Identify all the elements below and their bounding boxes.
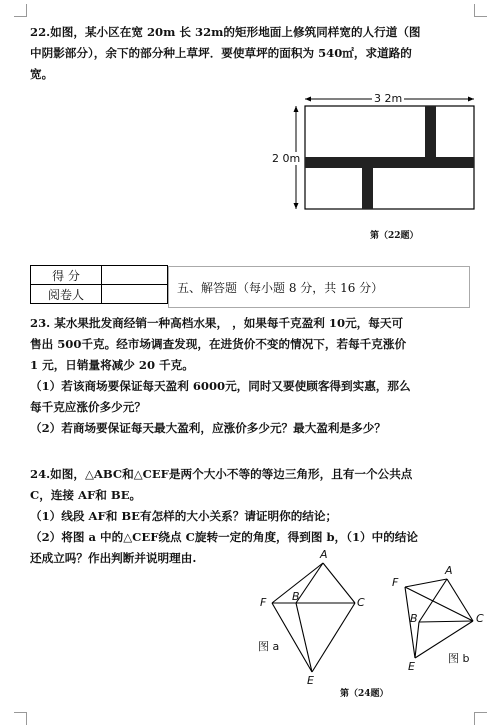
q23-line-1: 23. 某水果批发商经销一种高档水果， ，如果每千克盈利 10元，每天可 <box>30 316 404 330</box>
q23-line-3: 1 元，日销量将减少 20 千克。 <box>30 358 194 372</box>
q22-line-3: 宽。 <box>30 67 54 81</box>
fig-a-label-F: F <box>260 596 267 609</box>
q22-line-1: 22.如图，某小区在宽 20m 长 32m的矩形地面上修筑同样宽的人行道（图 <box>30 25 421 39</box>
fig-b-name: 图 b <box>448 652 470 665</box>
fig-a-label-B: B <box>292 590 300 603</box>
fig-b-label-A: A <box>445 564 453 577</box>
q24-line-1: 24.如图，△ABC和△CEF是两个大小不等的等边三角形，且有一个公共点 <box>30 467 413 481</box>
q23-line-5: 每千克应涨价多少元？ <box>30 400 146 414</box>
fig-b-label-F: F <box>392 576 399 589</box>
q24-line-4: （2）将图 a 中的△CEF绕点 C旋转一定的角度，得到图 b，（1）中的结论 <box>30 530 418 544</box>
fig-a-name: 图 a <box>258 640 280 653</box>
q24-caption: 第（24题） <box>340 689 389 699</box>
fig-a-label-E: E <box>307 674 314 687</box>
fig-a-label-A: A <box>320 548 328 561</box>
q24-line-2: C，连接 AF和 BE。 <box>30 488 142 502</box>
fig-b-label-C: C <box>476 612 484 625</box>
q24-line-3: （1）线段 AF和 BE有怎样的大小关系？请证明你的结论； <box>30 509 338 523</box>
section-title: 五、解答题（每小题 8 分，共 16 分） <box>177 281 384 295</box>
score-label: 得 分 <box>31 266 102 285</box>
q22-line-2: 中阴影部分），余下的部分种上草坪．要使草坪的面积为 540㎡，求道路的 <box>30 46 412 60</box>
q22-caption: 第（22题） <box>370 231 419 241</box>
q23-line-2: 售出 500千克。经市场调查发现，在进货价不变的情况下，若每千克涨价 <box>30 337 407 351</box>
q22-width-label: 3 2m <box>374 92 403 105</box>
reviewer-label: 阅卷人 <box>31 285 102 304</box>
q23-line-6: （2）若商场要保证每天最大盈利，应涨价多少元？最大盈利是多少？ <box>30 421 386 435</box>
fig-b-label-B: B <box>410 612 418 625</box>
fig-a-label-C: C <box>357 596 365 609</box>
q24-line-5: 还成立吗？作出判断并说明理由. <box>30 551 197 565</box>
q22-height-label: 2 0m <box>272 152 301 165</box>
fig-b-label-E: E <box>408 660 415 673</box>
q23-line-4: （1）若该商场要保证每天盈利 6000元，同时又要使顾客得到实惠，那么 <box>30 379 411 393</box>
